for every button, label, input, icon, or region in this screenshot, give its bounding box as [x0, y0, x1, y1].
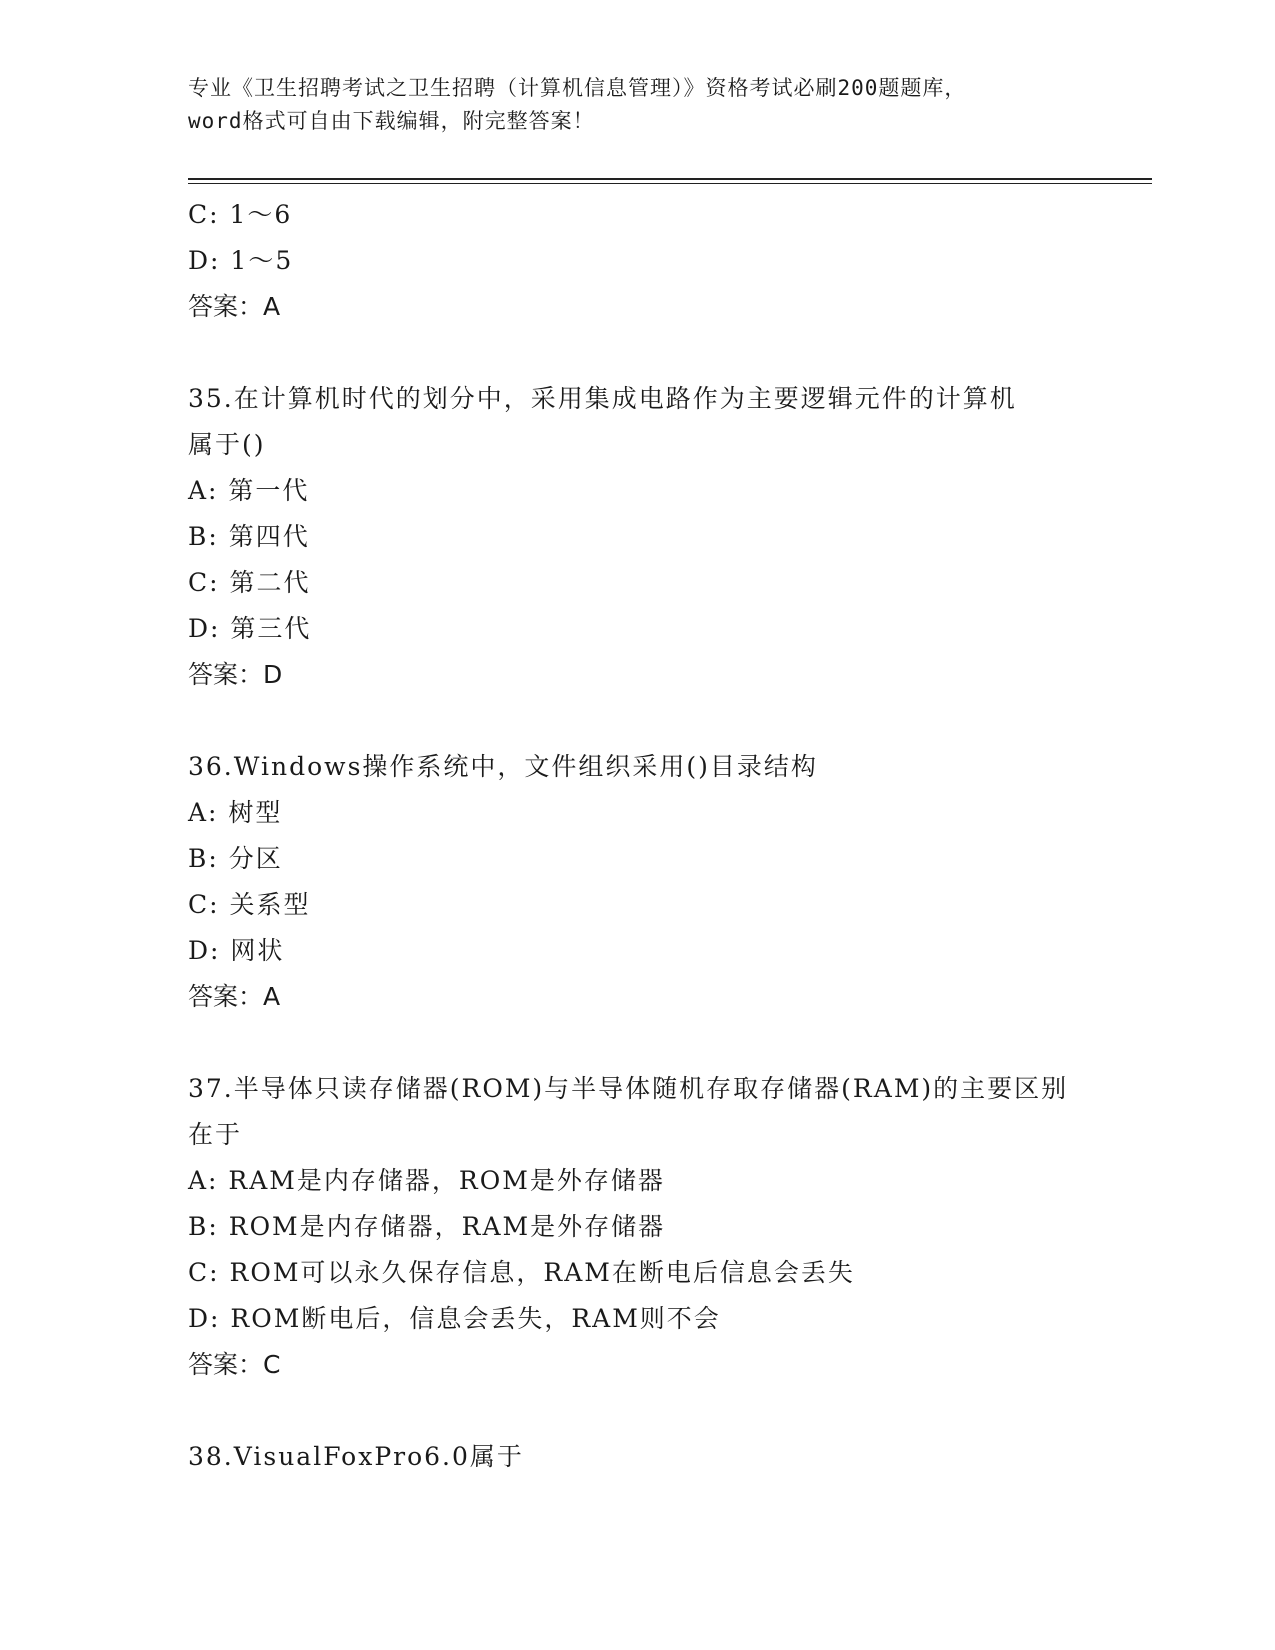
- question-stem: 36.Windows操作系统中，文件组织采用()目录结构: [188, 752, 818, 781]
- answer-line: 答案：A: [188, 292, 281, 321]
- question-stem: 35.在计算机时代的划分中，采用集成电路作为主要逻辑元件的计算机: [188, 384, 1017, 413]
- option-d: D: 网状: [188, 936, 285, 965]
- spacer: [188, 1020, 1088, 1066]
- question-stem: 37.半导体只读存储器(ROM)与半导体随机存取存储器(RAM)的主要区别: [188, 1074, 1069, 1103]
- spacer: [188, 1388, 1088, 1434]
- header-divider-thick: [188, 178, 1152, 180]
- question-stem: 38.VisualFoxPro6.0属于: [188, 1442, 524, 1471]
- question-block: [188, 376, 1088, 698]
- header-divider-thin: [188, 183, 1152, 184]
- option-d: D: 第三代: [188, 614, 312, 643]
- answer-line: 答案：C: [188, 1350, 281, 1379]
- header-line-2: word格式可自由下载编辑，附完整答案！: [188, 109, 595, 133]
- question-stem: 在于: [188, 1120, 243, 1149]
- question-block: [188, 744, 1088, 1020]
- question-stem: 属于(): [188, 430, 266, 459]
- option-a: A: RAM是内存储器，ROM是外存储器: [188, 1166, 665, 1195]
- option-b: B: 分区: [188, 844, 283, 873]
- answer-line: 答案：D: [188, 660, 283, 689]
- question-block: [188, 1434, 1088, 1480]
- option-c: C: 1～6: [188, 200, 293, 229]
- option-c: C: 关系型: [188, 890, 311, 919]
- option-c: C: ROM可以永久保存信息，RAM在断电后信息会丢失: [188, 1258, 855, 1287]
- question-block: [188, 1066, 1088, 1388]
- option-d: D: ROM断电后，信息会丢失，RAM则不会: [188, 1304, 721, 1333]
- spacer: [188, 698, 1088, 744]
- spacer: [188, 330, 1088, 376]
- document-header: [188, 72, 1088, 138]
- option-d: D: 1～5: [188, 246, 294, 275]
- option-a: A: 树型: [188, 798, 283, 827]
- option-a: A: 第一代: [188, 476, 310, 505]
- question-list: [188, 192, 1088, 1480]
- header-line-1: 专业《卫生招聘考试之卫生招聘（计算机信息管理）》资格考试必刷200题题库，: [188, 76, 967, 100]
- option-c: C: 第二代: [188, 568, 311, 597]
- answer-line: 答案：A: [188, 982, 281, 1011]
- option-b: B: 第四代: [188, 522, 310, 551]
- option-b: B: ROM是内存储器，RAM是外存储器: [188, 1212, 666, 1241]
